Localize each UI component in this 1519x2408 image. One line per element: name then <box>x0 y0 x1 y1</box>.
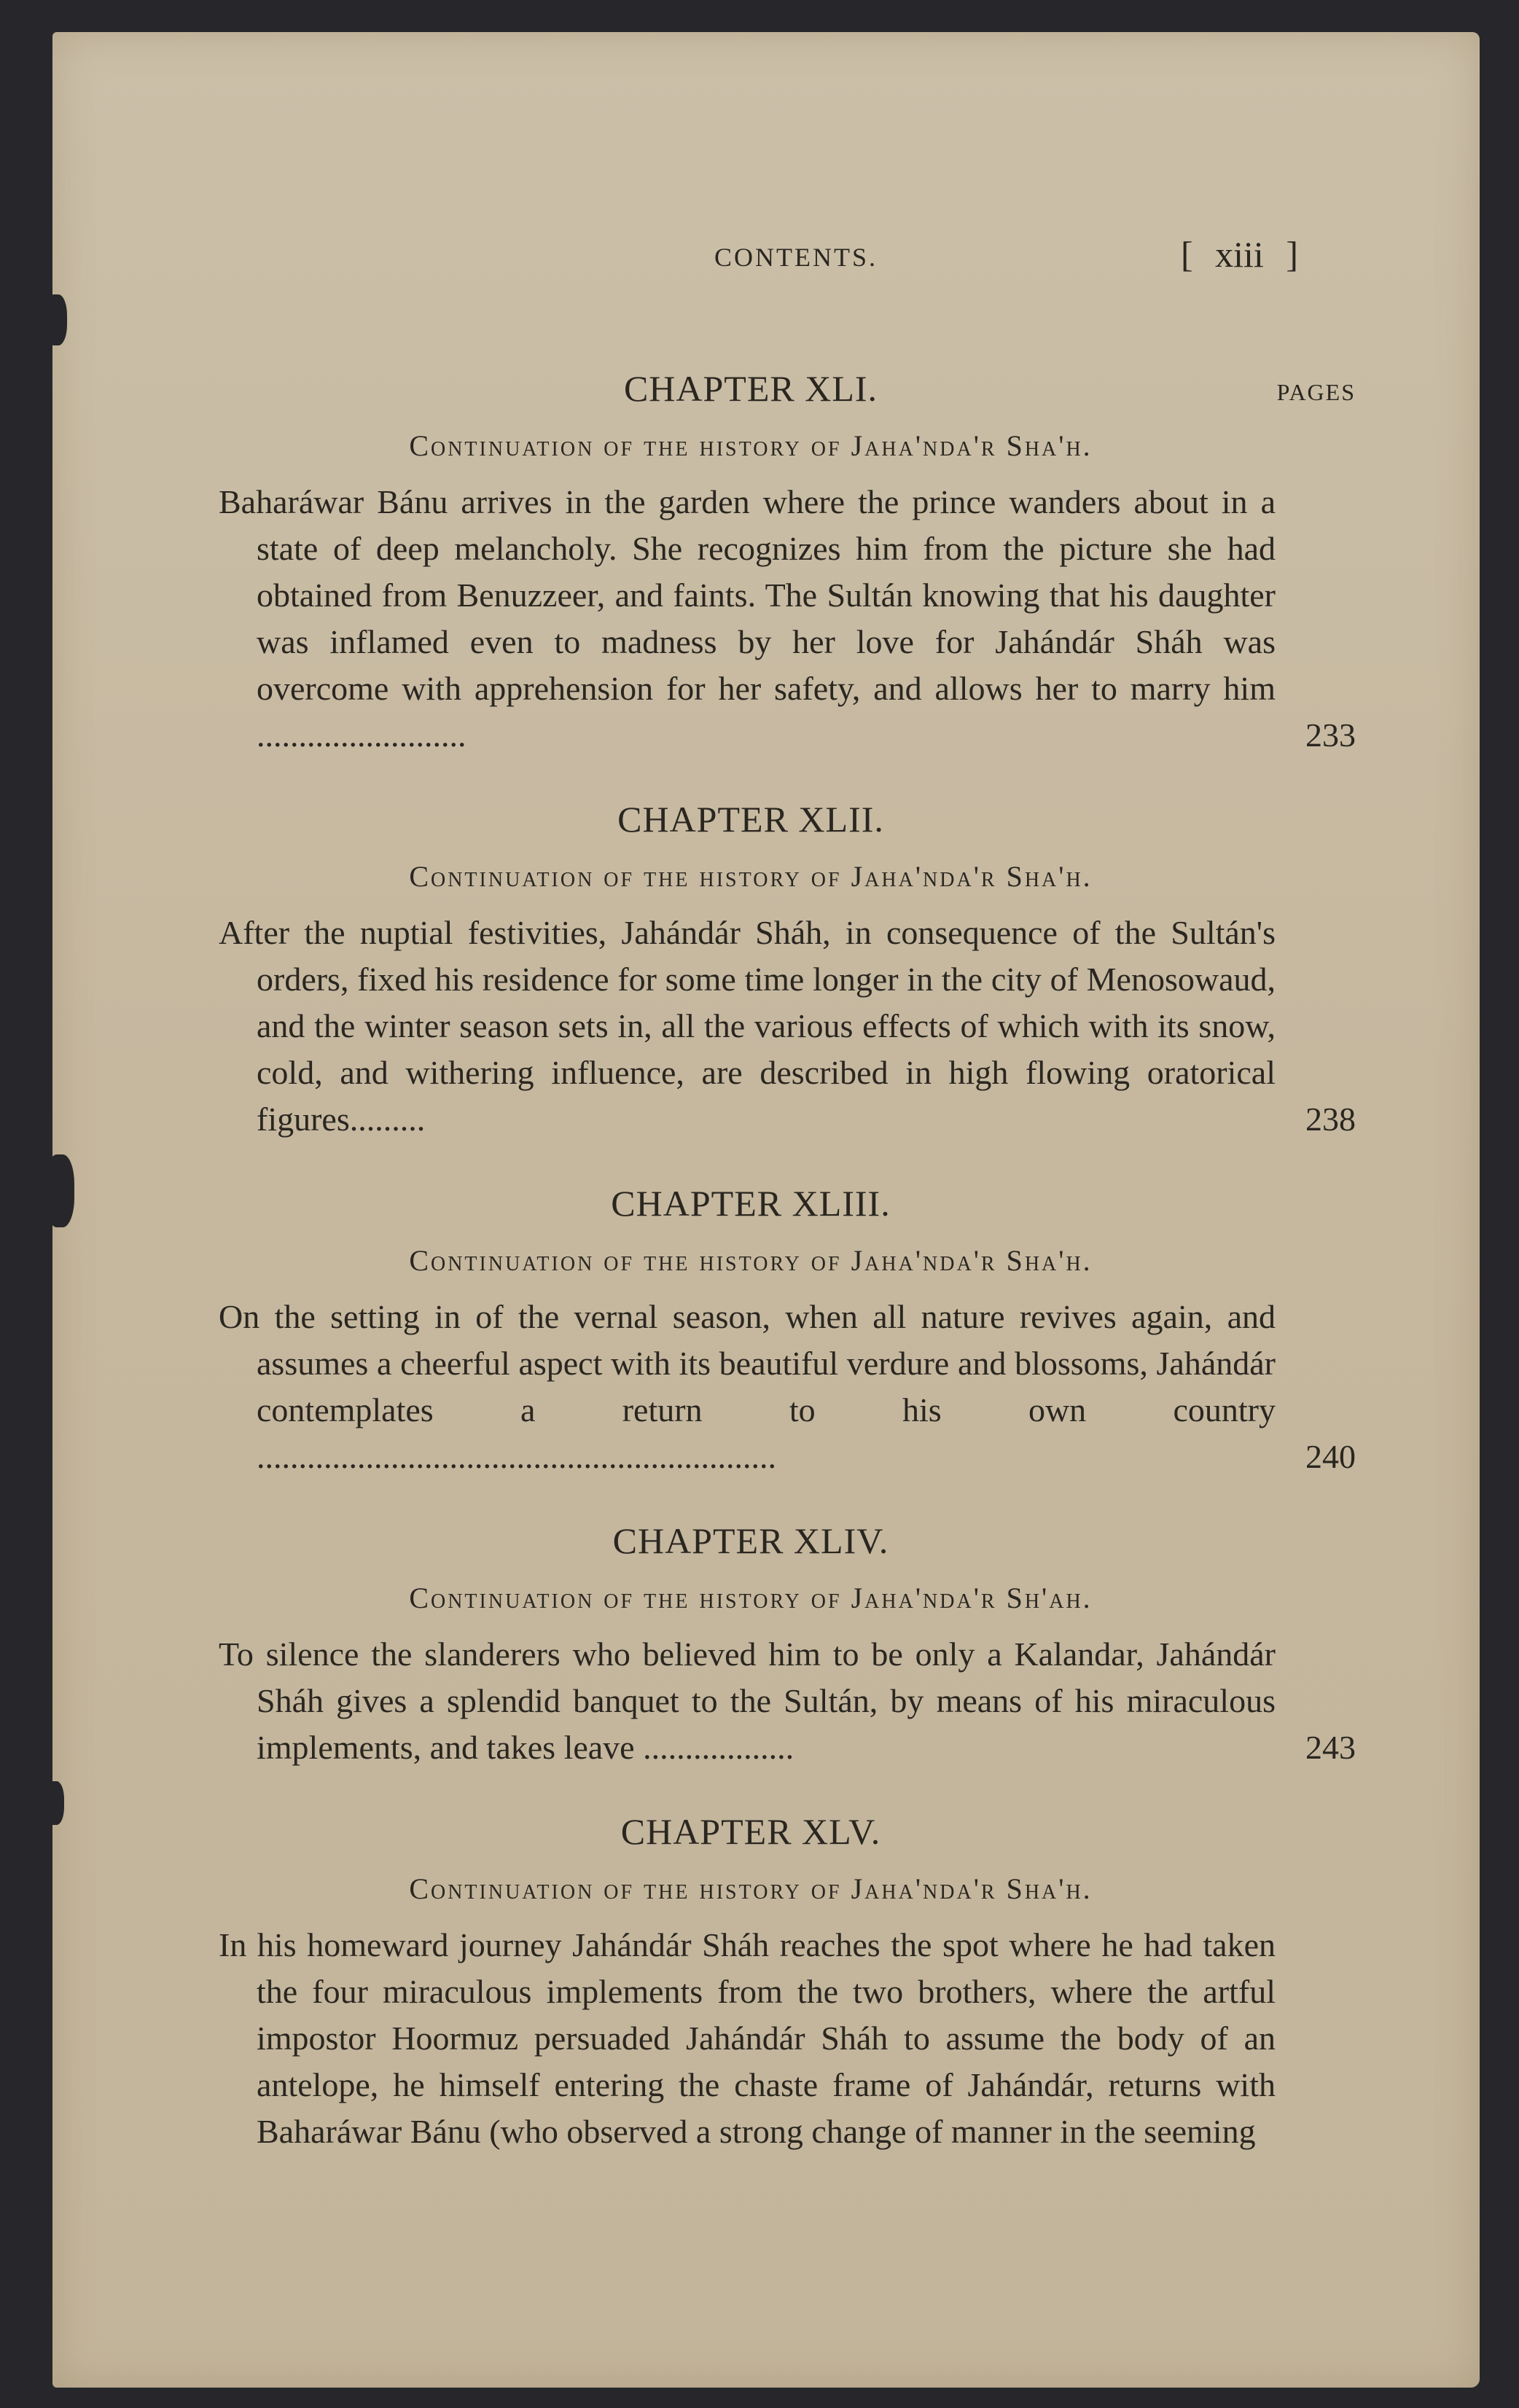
chapter-subtitle: Continuation of the history of Jaha'nda'r Sha'h. <box>409 429 1093 462</box>
chapter-summary <box>219 1294 1356 1480</box>
contents-page <box>219 233 1356 2155</box>
chapter-entry <box>219 798 1356 1143</box>
chapter-title: CHAPTER XLIV. <box>612 1520 889 1561</box>
chapter-subtitle: Continuation of the history of Jaha'nda'r Sha'h. <box>409 860 1093 893</box>
summary-text: After the nuptial festivities, Jahándár Sháh, in consequence of the Sultán's orders, fixed his residence for some time longer in the city of Menosowaud, and the winter season sets in, all the various effects of which with its snow, cold, and withering influence, are described in high flowing oratorical figures......... <box>219 914 1276 1138</box>
chapter-summary <box>219 1631 1356 1771</box>
chapter-subtitle: Continuation of the history of Jaha'nda'r Sha'h. <box>409 1244 1093 1277</box>
chapter-title: CHAPTER XLV. <box>620 1811 881 1852</box>
chapter-entry <box>219 1520 1356 1771</box>
summary-text: In his homeward journey Jahándár Sháh reaches the spot where he had taken the four miraculous implements from the two brothers, where the artful impostor Hoormuz persuaded Jahándár Sháh to assume the body of an antelope, he himself entering the chaste frame of Jahándár, returns with Baharáwar Bánu (who observed a strong change of manner in the seeming <box>219 1926 1276 2150</box>
summary-text: On the setting in of the vernal season, when all nature revives again, and assumes a cheerful aspect with its beautiful verdure and blossoms, Jahándár contemplates a return to his own country .............................................................. <box>219 1298 1276 1475</box>
page-reference: 243 <box>1305 1729 1356 1766</box>
chapter-subtitle: Continuation of the history of Jaha'nda'r Sh'ah. <box>409 1582 1093 1614</box>
chapter-title: CHAPTER XLIII. <box>611 1183 891 1224</box>
pages-column-label: PAGES <box>1276 379 1356 405</box>
chapter-title: CHAPTER XLI. <box>623 368 878 409</box>
page-number: [ xiii ] <box>1181 234 1298 275</box>
page-reference: 238 <box>1305 1101 1356 1138</box>
chapter-entry <box>219 367 1356 759</box>
torn-edge <box>45 1154 74 1227</box>
page-reference: 240 <box>1305 1438 1356 1475</box>
summary-text: Baharáwar Bánu arrives in the garden where the prince wanders about in a state of deep melancholy. She recognizes him from the picture she had obtained from Benuzzeer, and faints. The Sultán knowing that his daughter was inflamed even to madness by her love for Jahándár Sháh was overcome with apprehension for her safety, and allows her to marry him ......................... <box>219 483 1276 754</box>
chapter-entry <box>219 1810 1356 2155</box>
page-reference: 233 <box>1305 716 1356 754</box>
running-title: CONTENTS. <box>714 243 878 272</box>
torn-edge <box>45 1781 64 1825</box>
chapter-summary <box>219 1922 1356 2155</box>
chapter-summary <box>219 910 1356 1143</box>
chapter-entry <box>219 1182 1356 1480</box>
summary-text: To silence the slanderers who believed him to be only a Kalandar, Jahándár Sháh gives a splendid banquet to the Sultán, by means of his miraculous implements, and takes leave .................. <box>219 1635 1276 1766</box>
torn-edge <box>45 294 67 345</box>
chapter-summary <box>219 479 1356 759</box>
chapter-title: CHAPTER XLII. <box>617 799 884 840</box>
running-head <box>219 233 1356 284</box>
chapter-subtitle: Continuation of the history of Jaha'nda'r Sha'h. <box>409 1872 1093 1905</box>
